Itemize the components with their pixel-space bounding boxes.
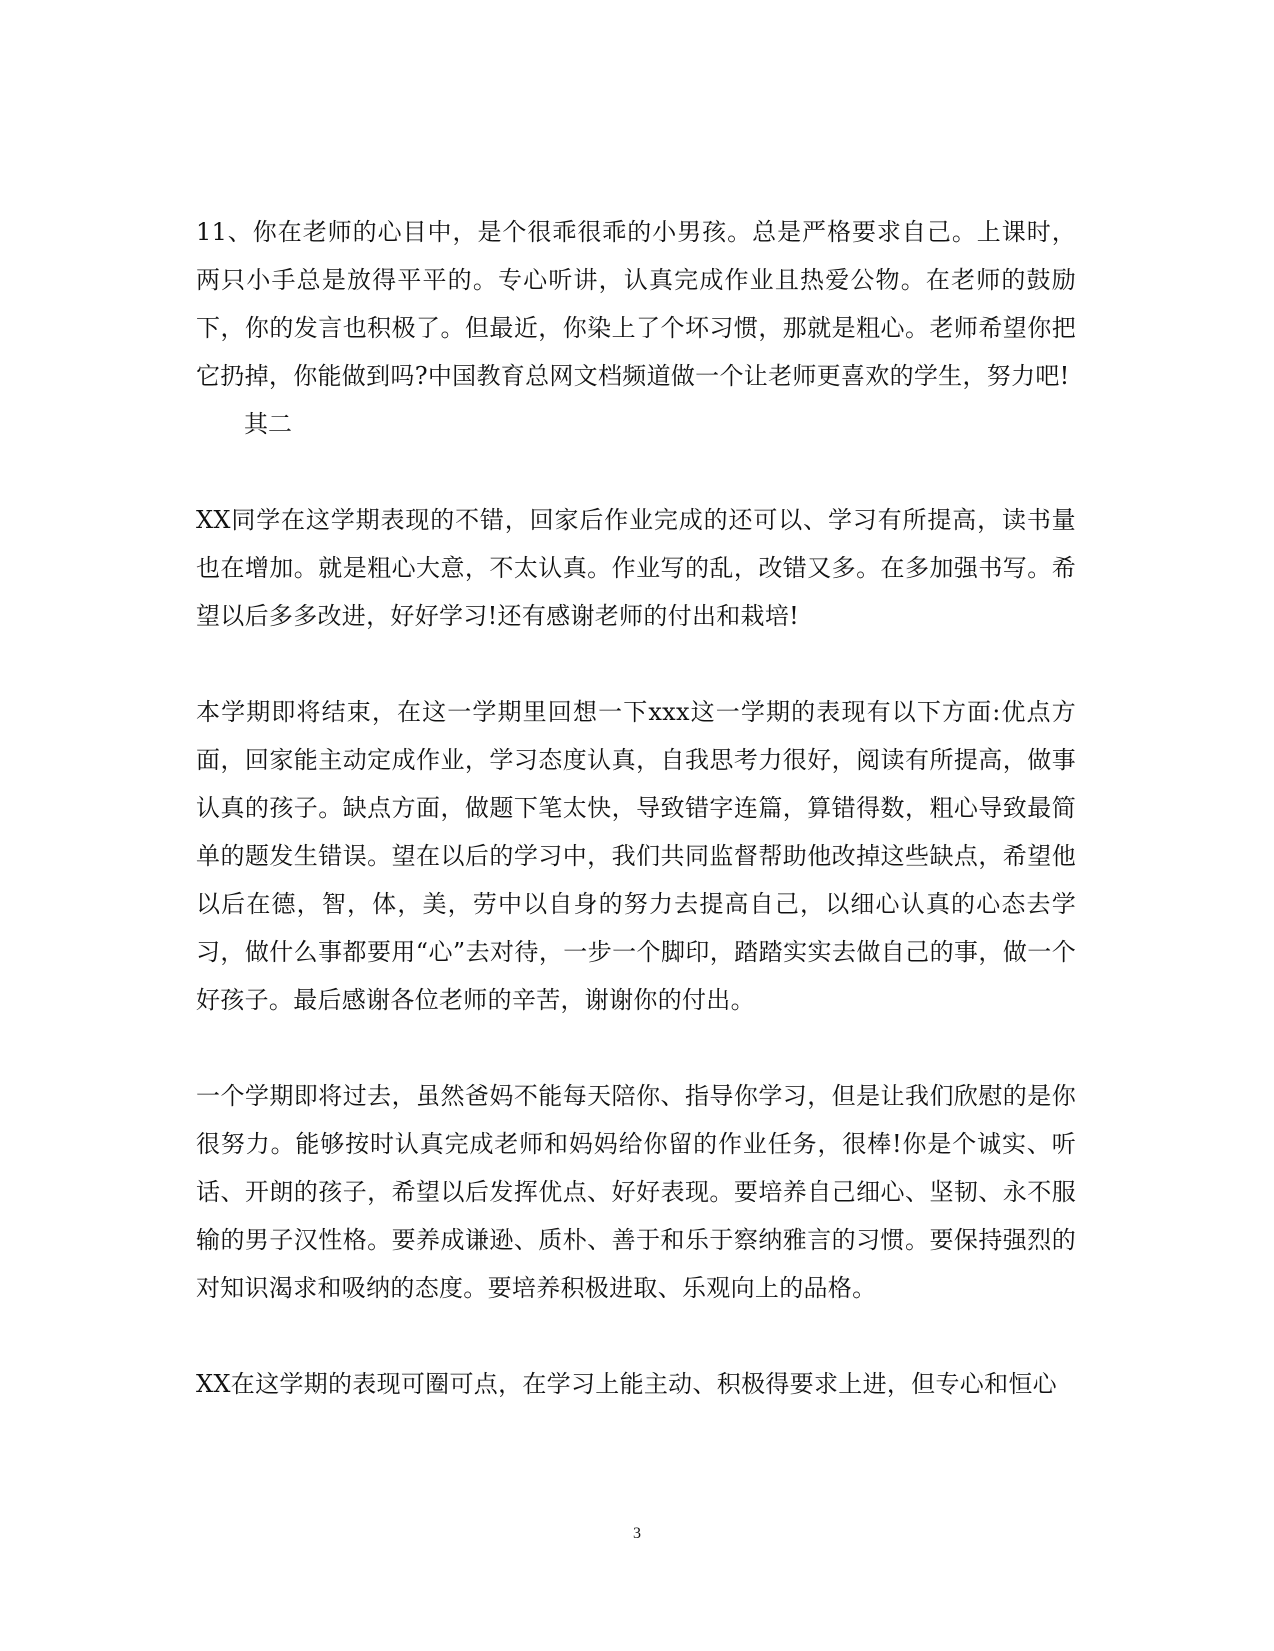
paragraph-1: 11、你在老师的心目中，是个很乖很乖的小男孩。总是严格要求自己。上课时，两只小手总是放得平平的。专心听讲，认真完成作业且热爱公物。在老师的鼓励下，你的发言也积极了。但最近，你染上了个坏习惯，那就是粗心。老师希望你把它扔掉，你能做到吗?中国教育总网文档频道做一个让老师更喜欢的学生，努力吧! xyxy=(196,218,1076,390)
paragraph-4: 一个学期即将过去，虽然爸妈不能每天陪你、指导你学习，但是让我们欣慰的是你很努力。能够按时认真完成老师和妈妈给你留的作业任务，很棒!你是个诚实、听话、开朗的孩子，希望以后发挥优点、好好表现。要培养自己细心、坚韧、永不服输的男子汉性格。要养成谦逊、质朴、善于和乐于察纳雅言的习惯。要保持强烈的对知识渴求和吸纳的态度。要培养积极进取、乐观向上的品格。 xyxy=(196,1082,1076,1302)
document-body xyxy=(196,208,1076,1408)
paragraph-5: XX在这学期的表现可圈可点，在学习上能主动、积极得要求上进，但专心和恒心 xyxy=(196,1370,1057,1398)
page-number: 3 xyxy=(633,1525,641,1542)
paragraph-3: 本学期即将结束，在这一学期里回想一下xxx这一学期的表现有以下方面:优点方面，回家能主动定成作业，学习态度认真，自我思考力很好，阅读有所提高，做事认真的孩子。缺点方面，做题下笔太快，导致错字连篇，算错得数，粗心导致最简单的题发生错误。望在以后的学习中，我们共同监督帮助他改掉这些缺点，希望他以后在德，智，体，美，劳中以自身的努力去提高自己，以细心认真的心态去学习，做什么事都要用“心”去对待，一步一个脚印，踏踏实实去做自己的事，做一个好孩子。最后感谢各位老师的辛苦，谢谢你的付出。 xyxy=(196,698,1076,1014)
paragraph-2: XX同学在这学期表现的不错，回家后作业完成的还可以、学习有所提高，读书量也在增加。就是粗心大意，不太认真。作业写的乱，改错又多。在多加强书写。希望以后多多改进，好好学习!还有感谢老师的付出和栽培! xyxy=(196,506,1076,630)
section-heading: 其二 xyxy=(244,410,292,438)
